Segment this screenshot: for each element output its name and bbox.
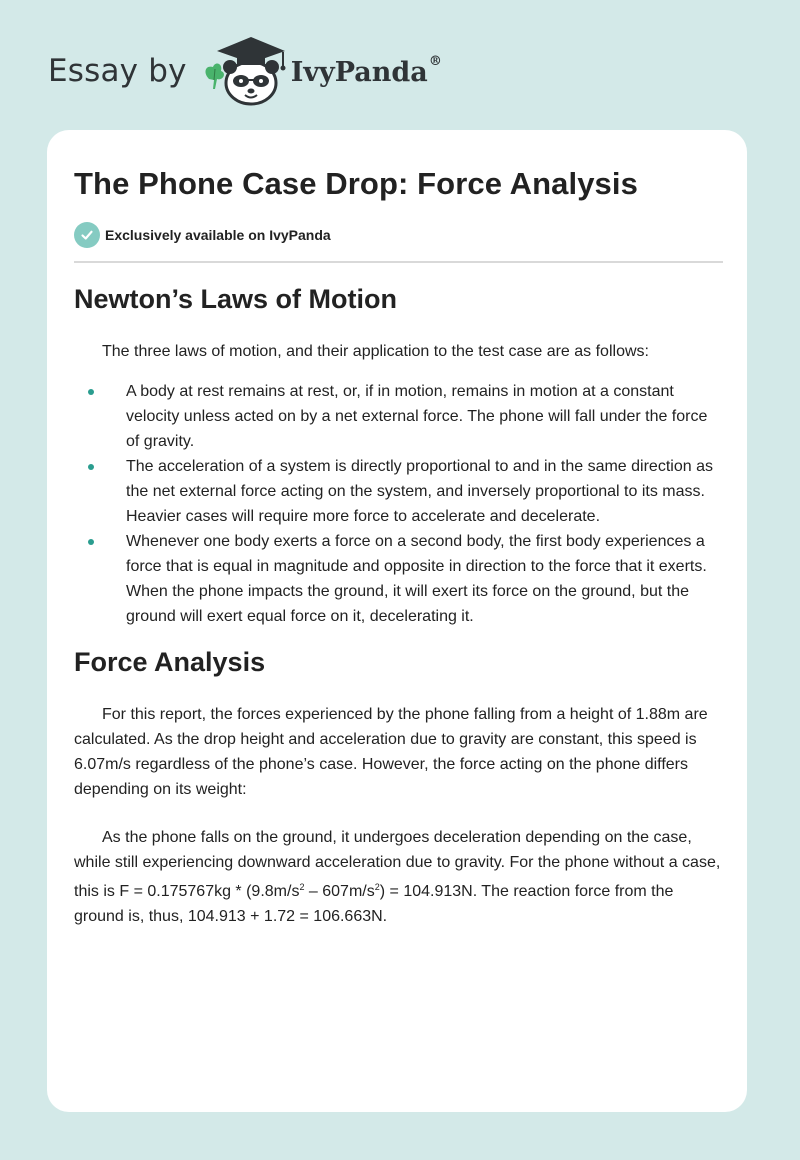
site-header: [48, 36, 442, 106]
title-divider: [74, 261, 723, 263]
exclusive-badge-text: Exclusively available on IvyPanda: [105, 227, 331, 243]
check-circle-icon: [74, 222, 100, 248]
bullet-dot-icon: [88, 464, 94, 470]
exclusive-badge: [74, 222, 331, 248]
force-paragraph-1: For this report, the forces experienced by the phone falling from a height of 1.88m are calculated. As the drop height and acceleration due to gravity are constant, this speed is 6.07m/s regardless of the phone’s case. However, the force acting on the phone differs depending on its weight:: [74, 706, 708, 798]
brand-name[interactable]: IvyPanda®: [290, 53, 442, 88]
bullet-dot-icon: [88, 389, 94, 395]
newton-laws-list: [74, 379, 724, 629]
panda-logo-icon[interactable]: [201, 35, 289, 107]
essay-body: [74, 280, 724, 929]
section-heading-force-analysis: Force Analysis: [74, 647, 266, 677]
list-item: [74, 529, 724, 629]
bullet-dot-icon: [88, 539, 94, 545]
page-title: The Phone Case Drop: Force Analysis: [74, 166, 638, 201]
section-heading-newton: Newton’s Laws of Motion: [74, 284, 397, 314]
list-item-text: Whenever one body exerts a force on a second body, the first body experiences a force that is equal in magnitude and opposite in direction to the force that it exerts. When the phone impacts the ground, it will exert its force on the ground, but the ground will exert equal force on it, decelerating it.: [126, 533, 707, 625]
list-item-text: A body at rest remains at rest, or, if in motion, remains in motion at a constant velocity unless acted on by a net external force. The phone will fall under the force of gravity.: [126, 383, 708, 450]
newton-intro-paragraph: The three laws of motion, and their application to the test case are as follows:: [102, 343, 649, 360]
force-paragraph-2: As the phone falls on the ground, it undergoes deceleration depending on the case, while still experiencing downward acceleration due to gravity. For the phone without a case, this is $F = 0.175767kg * (9.8m/s^2 - 607m/s^2) = 104.913N$. The reaction force from the ground is, thus, 104.913 + 1.72 = 106.663N.: [74, 829, 721, 925]
list-item-text: The acceleration of a system is directly proportional to and in the same direction as the net external force acting on the system, and inversely proportional to its mass. Heavier cases will require more force to accelerate and decelerate.: [126, 458, 713, 525]
list-item: [74, 379, 724, 454]
registered-mark: ®: [428, 53, 442, 69]
list-item: [74, 454, 724, 529]
essay-by-label: Essay by: [48, 53, 187, 89]
essay-card: [47, 130, 747, 1112]
